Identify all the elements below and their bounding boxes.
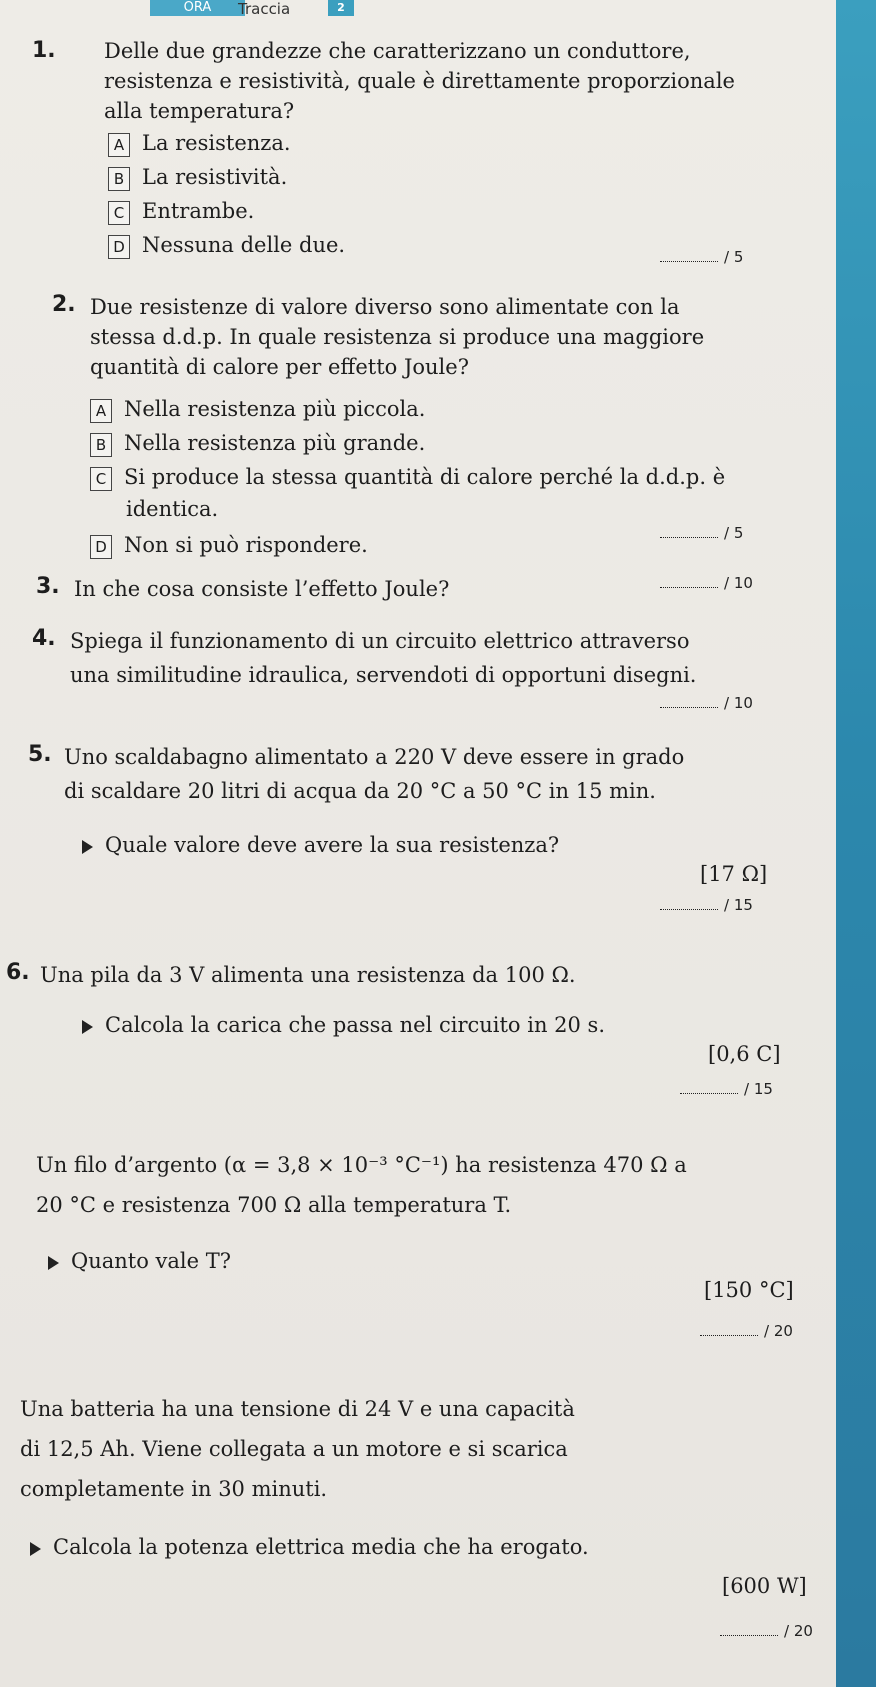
question-2-option-d[interactable]: D Non si può rispondere. [90,530,368,560]
question-1-option-c[interactable]: C Entrambe. [108,196,254,226]
question-5-task: Quale valore deve avere la sua resistenza? [82,830,559,860]
question-1-number: 1. [32,38,56,63]
question-5-number: 5. [28,742,52,767]
question-6-answer: [0,6 C] [708,1042,781,1066]
question-2-number: 2. [52,292,76,317]
question-3-number: 3. [36,574,60,599]
question-4-score: / 10 [660,694,753,712]
question-5-text: Uno scaldabagno alimentato a 220 V deve essere in grado di scaldare 20 litri di acqua da 20 °C a 50 °C in 15 min. [64,745,685,803]
question-8-score: / 20 [720,1622,813,1640]
question-2-option-c-continued: identica. [126,497,219,521]
question-2-score: / 5 [660,524,743,542]
question-5-score: / 15 [660,896,753,914]
page-edge-stripe [836,0,876,1687]
question-1-option-b[interactable]: B La resistività. [108,162,287,192]
question-8-text: Una batteria ha una tensione di 24 V e una capacità di 12,5 Ah. Viene collegata a un motore e si scarica completamente in 30 minuti. [20,1397,575,1501]
question-8-answer: [600 W] [722,1574,807,1598]
question-2-option-b[interactable]: B Nella resistenza più grande. [90,428,425,458]
question-2-option-a[interactable]: A Nella resistenza più piccola. [90,394,425,424]
question-3-score: / 10 [660,574,753,592]
question-7-score: / 20 [700,1322,793,1340]
question-2-text: Due resistenze di valore diverso sono alimentate con la stessa d.d.p. In quale resistenza si produce una maggiore quantità di calore per effetto Joule? [90,295,705,379]
question-3-text: In che cosa consiste l’effetto Joule? [74,577,450,601]
question-7-answer: [150 °C] [704,1278,794,1302]
question-5-answer: [17 Ω] [700,862,768,886]
question-1-text: Delle due grandezze che caratterizzano un conduttore, resistenza e resistività, quale è direttamente proporzionale alla temperatura? [104,39,735,123]
question-2-option-c[interactable]: C Si produce la stessa quantità di calore perché la d.d.p. è [90,462,725,492]
question-6-task: Calcola la carica che passa nel circuito in 20 s. [82,1010,605,1040]
question-4-text: Spiega il funzionamento di un circuito elettrico attraverso una similitudine idraulica, servendoti di opportuni disegni. [70,629,697,687]
question-7-task: Quanto vale T? [48,1246,231,1276]
question-4-number: 4. [32,626,56,651]
traccia-number: 2 [328,0,354,16]
question-1-option-d[interactable]: D Nessuna delle due. [108,230,345,260]
question-6-number: 6. [6,960,30,985]
section-badge: ORA [150,0,245,16]
question-7-text: Un filo d’argento (α = 3,8 × 10⁻³ °C⁻¹) ha resistenza 470 Ω a 20 °C e resistenza 700 Ω alla temperatura T. [36,1153,687,1217]
traccia-label: Traccia [238,0,291,18]
question-6-score: / 15 [680,1080,773,1098]
question-1-score: / 5 [660,248,743,266]
question-8-task: Calcola la potenza elettrica media che ha erogato. [30,1532,589,1562]
question-1-option-a[interactable]: A La resistenza. [108,128,291,158]
question-6-text: Una pila da 3 V alimenta una resistenza da 100 Ω. [40,963,576,987]
